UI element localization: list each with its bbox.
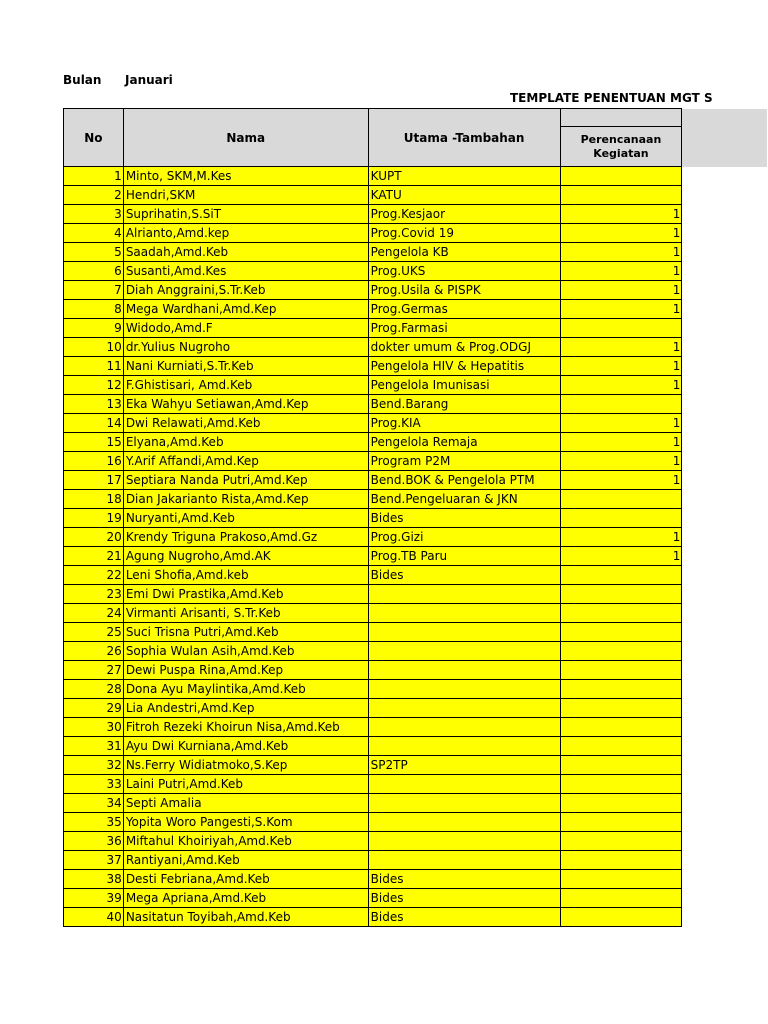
row-number-cell[interactable]: 14 [64,414,124,433]
table-row [64,585,768,604]
empty-cell [682,433,768,452]
role-cell[interactable]: SP2TP [368,756,560,775]
perencanaan-cell[interactable] [560,775,682,794]
sheet-title: TEMPLATE PENENTUAN MGT S [510,91,713,105]
table-row [64,338,768,357]
empty-cell [682,528,768,547]
row-number-cell[interactable]: 30 [64,718,124,737]
role-cell[interactable]: Bend.Pengeluaran & JKN [368,490,560,509]
empty-cell [682,870,768,889]
perencanaan-cell[interactable] [560,623,682,642]
empty-cell [682,243,768,262]
table-row [64,699,768,718]
perencanaan-cell[interactable] [560,642,682,661]
row-number-cell[interactable]: 33 [64,775,124,794]
name-cell[interactable]: Eka Wahyu Setiawan,Amd.Kep [123,395,368,414]
perencanaan-cell[interactable] [560,490,682,509]
column-header-next [682,127,768,167]
table-row [64,319,768,338]
empty-cell [682,908,768,927]
table-row [64,547,768,566]
row-number-cell[interactable]: 15 [64,433,124,452]
role-cell[interactable] [368,699,560,718]
role-cell[interactable]: Bides [368,908,560,927]
role-cell[interactable]: Bend.Barang [368,395,560,414]
name-cell[interactable]: Mega Apriana,Amd.Keb [123,889,368,908]
table-row [64,452,768,471]
role-cell[interactable] [368,680,560,699]
perencanaan-cell[interactable] [560,889,682,908]
empty-cell [682,813,768,832]
empty-cell [682,205,768,224]
perencanaan-cell[interactable] [560,585,682,604]
role-cell[interactable]: Prog.Germas [368,300,560,319]
perencanaan-cell[interactable] [560,604,682,623]
perencanaan-cell[interactable] [560,756,682,775]
role-cell[interactable]: Prog.Gizi [368,528,560,547]
name-cell[interactable]: F.Ghistisari, Amd.Keb [123,376,368,395]
table-row [64,604,768,623]
empty-cell [682,224,768,243]
empty-cell [682,167,768,186]
role-cell[interactable]: Prog.Covid 19 [368,224,560,243]
row-number-cell[interactable]: 37 [64,851,124,870]
staff-table [63,108,768,927]
table-row [64,813,768,832]
name-cell[interactable]: Krendy Triguna Prakoso,Amd.Gz [123,528,368,547]
role-cell[interactable]: Prog.KIA [368,414,560,433]
role-cell[interactable]: KATU [368,186,560,205]
perencanaan-cell[interactable]: 1 [560,414,682,433]
name-cell[interactable]: Rantiyani,Amd.Keb [123,851,368,870]
perencanaan-cell[interactable]: 1 [560,376,682,395]
empty-cell [682,585,768,604]
row-number-cell[interactable]: 39 [64,889,124,908]
name-cell[interactable]: Ns.Ferry Widiatmoko,S.Kep [123,756,368,775]
row-number-cell[interactable]: 3 [64,205,124,224]
name-cell[interactable]: Dona Ayu Maylintika,Amd.Keb [123,680,368,699]
empty-cell [682,832,768,851]
row-number-cell[interactable]: 18 [64,490,124,509]
row-number-cell[interactable]: 7 [64,281,124,300]
name-cell[interactable]: Fitroh Rezeki Khoirun Nisa,Amd.Keb [123,718,368,737]
perencanaan-cell[interactable] [560,167,682,186]
empty-cell [682,395,768,414]
empty-cell [682,471,768,490]
table-row [64,509,768,528]
perencanaan-cell[interactable]: 1 [560,547,682,566]
name-cell[interactable]: Nuryanti,Amd.Keb [123,509,368,528]
table-row [64,642,768,661]
name-cell[interactable]: Mega Wardhani,Amd.Kep [123,300,368,319]
column-header-nama: Nama [123,109,368,167]
row-number-cell[interactable]: 29 [64,699,124,718]
table-row [64,167,768,186]
empty-cell [682,661,768,680]
empty-cell [682,186,768,205]
perencanaan-cell[interactable] [560,908,682,927]
empty-cell [682,300,768,319]
perencanaan-cell[interactable]: 1 [560,300,682,319]
name-cell[interactable]: Dwi Relawati,Amd.Keb [123,414,368,433]
row-number-cell[interactable]: 1 [64,167,124,186]
table-row [64,490,768,509]
row-number-cell[interactable]: 6 [64,262,124,281]
row-number-cell[interactable]: 34 [64,794,124,813]
perencanaan-cell[interactable] [560,395,682,414]
role-cell[interactable] [368,832,560,851]
table-row [64,794,768,813]
role-cell[interactable] [368,661,560,680]
role-cell[interactable]: Bend.BOK & Pengelola PTM [368,471,560,490]
name-cell[interactable]: Septiara Nanda Putri,Amd.Kep [123,471,368,490]
empty-cell [682,566,768,585]
empty-cell [682,718,768,737]
perencanaan-cell[interactable]: 1 [560,243,682,262]
row-number-cell[interactable]: 22 [64,566,124,585]
name-cell[interactable]: Nani Kurniati,S.Tr.Keb [123,357,368,376]
empty-cell [682,547,768,566]
role-cell[interactable]: Prog.UKS [368,262,560,281]
row-number-cell[interactable]: 2 [64,186,124,205]
table-row [64,661,768,680]
empty-cell [682,604,768,623]
table-row [64,262,768,281]
table-row [64,376,768,395]
role-cell[interactable]: Prog.Usila & PISPK [368,281,560,300]
role-cell[interactable]: dokter umum & Prog.ODGJ [368,338,560,357]
name-cell[interactable]: Septi Amalia [123,794,368,813]
column-header-utama: Utama -Tambahan [368,109,560,167]
role-cell[interactable] [368,585,560,604]
perencanaan-cell[interactable] [560,737,682,756]
role-cell[interactable] [368,794,560,813]
table-row [64,908,768,927]
perencanaan-cell[interactable]: 1 [560,281,682,300]
perencanaan-cell[interactable]: 1 [560,471,682,490]
perencanaan-cell[interactable] [560,699,682,718]
row-number-cell[interactable]: 8 [64,300,124,319]
table-row [64,205,768,224]
empty-cell [682,452,768,471]
name-cell[interactable]: Alrianto,Amd.kep [123,224,368,243]
row-number-cell[interactable]: 21 [64,547,124,566]
name-cell[interactable]: Diah Anggraini,S.Tr.Keb [123,281,368,300]
name-cell[interactable]: Yopita Woro Pangesti,S.Kom [123,813,368,832]
name-cell[interactable]: Nasitatun Toyibah,Amd.Keb [123,908,368,927]
role-cell[interactable]: Prog.TB Paru [368,547,560,566]
name-cell[interactable]: Agung Nugroho,Amd.AK [123,547,368,566]
table-row [64,718,768,737]
empty-cell [682,623,768,642]
empty-cell [682,642,768,661]
role-cell[interactable]: Bides [368,889,560,908]
name-cell[interactable]: Leni Shofia,Amd.keb [123,566,368,585]
row-number-cell[interactable]: 5 [64,243,124,262]
row-number-cell[interactable]: 31 [64,737,124,756]
table-row [64,186,768,205]
perencanaan-cell[interactable] [560,319,682,338]
perencanaan-cell[interactable]: 1 [560,433,682,452]
role-cell[interactable]: Bides [368,509,560,528]
name-cell[interactable]: Susanti,Amd.Kes [123,262,368,281]
role-cell[interactable]: Bides [368,566,560,585]
row-number-cell[interactable]: 4 [64,224,124,243]
table-row [64,528,768,547]
row-number-cell[interactable]: 27 [64,661,124,680]
role-cell[interactable] [368,604,560,623]
row-number-cell[interactable]: 19 [64,509,124,528]
name-cell[interactable]: Dian Jakarianto Rista,Amd.Kep [123,490,368,509]
empty-cell [682,376,768,395]
empty-cell [682,737,768,756]
empty-cell [682,490,768,509]
table-row [64,300,768,319]
row-number-cell[interactable]: 10 [64,338,124,357]
row-number-cell[interactable]: 26 [64,642,124,661]
perencanaan-cell[interactable]: 1 [560,357,682,376]
perencanaan-cell[interactable]: 1 [560,224,682,243]
table-row [64,680,768,699]
perencanaan-cell[interactable] [560,870,682,889]
perencanaan-cell[interactable]: 1 [560,452,682,471]
table-row [64,395,768,414]
row-number-cell[interactable]: 28 [64,680,124,699]
name-cell[interactable]: Minto, SKM,M.Kes [123,167,368,186]
bulan-label: Bulan [63,73,102,87]
table-row [64,832,768,851]
empty-cell [682,699,768,718]
role-cell[interactable] [368,813,560,832]
name-cell[interactable]: Sophia Wulan Asih,Amd.Keb [123,642,368,661]
empty-cell [682,851,768,870]
perencanaan-cell[interactable] [560,186,682,205]
name-cell[interactable]: Suprihatin,S.SiT [123,205,368,224]
row-number-cell[interactable]: 17 [64,471,124,490]
table-row [64,756,768,775]
column-group-header [560,109,682,127]
empty-cell [682,509,768,528]
empty-cell [682,319,768,338]
perencanaan-cell[interactable] [560,813,682,832]
column-header-perencanaan: Perencanaan Kegiatan [560,127,682,167]
empty-cell [682,357,768,376]
row-number-cell[interactable]: 36 [64,832,124,851]
name-cell[interactable]: Elyana,Amd.Keb [123,433,368,452]
name-cell[interactable]: Miftahul Khoiriyah,Amd.Keb [123,832,368,851]
row-number-cell[interactable]: 20 [64,528,124,547]
table-row [64,889,768,908]
role-cell[interactable] [368,623,560,642]
table-row [64,433,768,452]
name-cell[interactable]: Y.Arif Affandi,Amd.Kep [123,452,368,471]
role-cell[interactable] [368,775,560,794]
name-cell[interactable]: Desti Febriana,Amd.Keb [123,870,368,889]
role-cell[interactable]: Bides [368,870,560,889]
column-group-header-continued [682,109,768,127]
bulan-value: Januari [125,73,173,87]
row-number-cell[interactable]: 32 [64,756,124,775]
table-row [64,566,768,585]
role-cell[interactable]: Pengelola Imunisasi [368,376,560,395]
role-cell[interactable]: Prog.Kesjaor [368,205,560,224]
name-cell[interactable]: Emi Dwi Prastika,Amd.Keb [123,585,368,604]
table-row [64,775,768,794]
row-number-cell[interactable]: 35 [64,813,124,832]
table-row [64,737,768,756]
empty-cell [682,756,768,775]
role-cell[interactable]: KUPT [368,167,560,186]
row-number-cell[interactable]: 9 [64,319,124,338]
table-row [64,243,768,262]
name-cell[interactable]: Widodo,Amd.F [123,319,368,338]
perencanaan-cell[interactable]: 1 [560,338,682,357]
name-cell[interactable]: dr.Yulius Nugroho [123,338,368,357]
perencanaan-cell[interactable] [560,832,682,851]
name-cell[interactable]: Suci Trisna Putri,Amd.Keb [123,623,368,642]
name-cell[interactable]: Saadah,Amd.Keb [123,243,368,262]
table-row [64,224,768,243]
empty-cell [682,414,768,433]
table-row [64,851,768,870]
row-number-cell[interactable]: 40 [64,908,124,927]
role-cell[interactable]: Pengelola KB [368,243,560,262]
role-cell[interactable]: Prog.Farmasi [368,319,560,338]
row-number-cell[interactable]: 16 [64,452,124,471]
spreadsheet [63,108,768,944]
row-number-cell[interactable]: 11 [64,357,124,376]
table-row [64,357,768,376]
role-cell[interactable] [368,737,560,756]
name-cell[interactable]: Hendri,SKM [123,186,368,205]
role-cell[interactable] [368,642,560,661]
table-row [64,414,768,433]
row-number-cell[interactable]: 23 [64,585,124,604]
row-number-cell[interactable]: 38 [64,870,124,889]
row-number-cell[interactable]: 13 [64,395,124,414]
role-cell[interactable]: Program P2M [368,452,560,471]
perencanaan-cell[interactable] [560,566,682,585]
role-cell[interactable] [368,851,560,870]
row-number-cell[interactable]: 12 [64,376,124,395]
perencanaan-cell[interactable] [560,661,682,680]
name-cell[interactable]: Laini Putri,Amd.Keb [123,775,368,794]
name-cell[interactable]: Dewi Puspa Rina,Amd.Kep [123,661,368,680]
perencanaan-cell[interactable]: 1 [560,262,682,281]
empty-cell [682,794,768,813]
table-row [64,471,768,490]
empty-cell [682,889,768,908]
empty-cell [682,262,768,281]
column-header-no: No [64,109,124,167]
role-cell[interactable]: Pengelola Remaja [368,433,560,452]
role-cell[interactable] [368,718,560,737]
name-cell[interactable]: Ayu Dwi Kurniana,Amd.Keb [123,737,368,756]
row-number-cell[interactable]: 25 [64,623,124,642]
empty-cell [682,338,768,357]
name-cell[interactable]: Virmanti Arisanti, S.Tr.Keb [123,604,368,623]
empty-cell [682,281,768,300]
perencanaan-cell[interactable] [560,794,682,813]
table-row [64,623,768,642]
perencanaan-cell[interactable] [560,680,682,699]
perencanaan-cell[interactable]: 1 [560,528,682,547]
empty-cell [682,775,768,794]
empty-cell [682,680,768,699]
perencanaan-cell[interactable] [560,718,682,737]
row-number-cell[interactable]: 24 [64,604,124,623]
role-cell[interactable]: Pengelola HIV & Hepatitis [368,357,560,376]
perencanaan-cell[interactable] [560,509,682,528]
name-cell[interactable]: Lia Andestri,Amd.Kep [123,699,368,718]
table-row [64,870,768,889]
perencanaan-cell[interactable] [560,851,682,870]
perencanaan-cell[interactable]: 1 [560,205,682,224]
table-row [64,281,768,300]
